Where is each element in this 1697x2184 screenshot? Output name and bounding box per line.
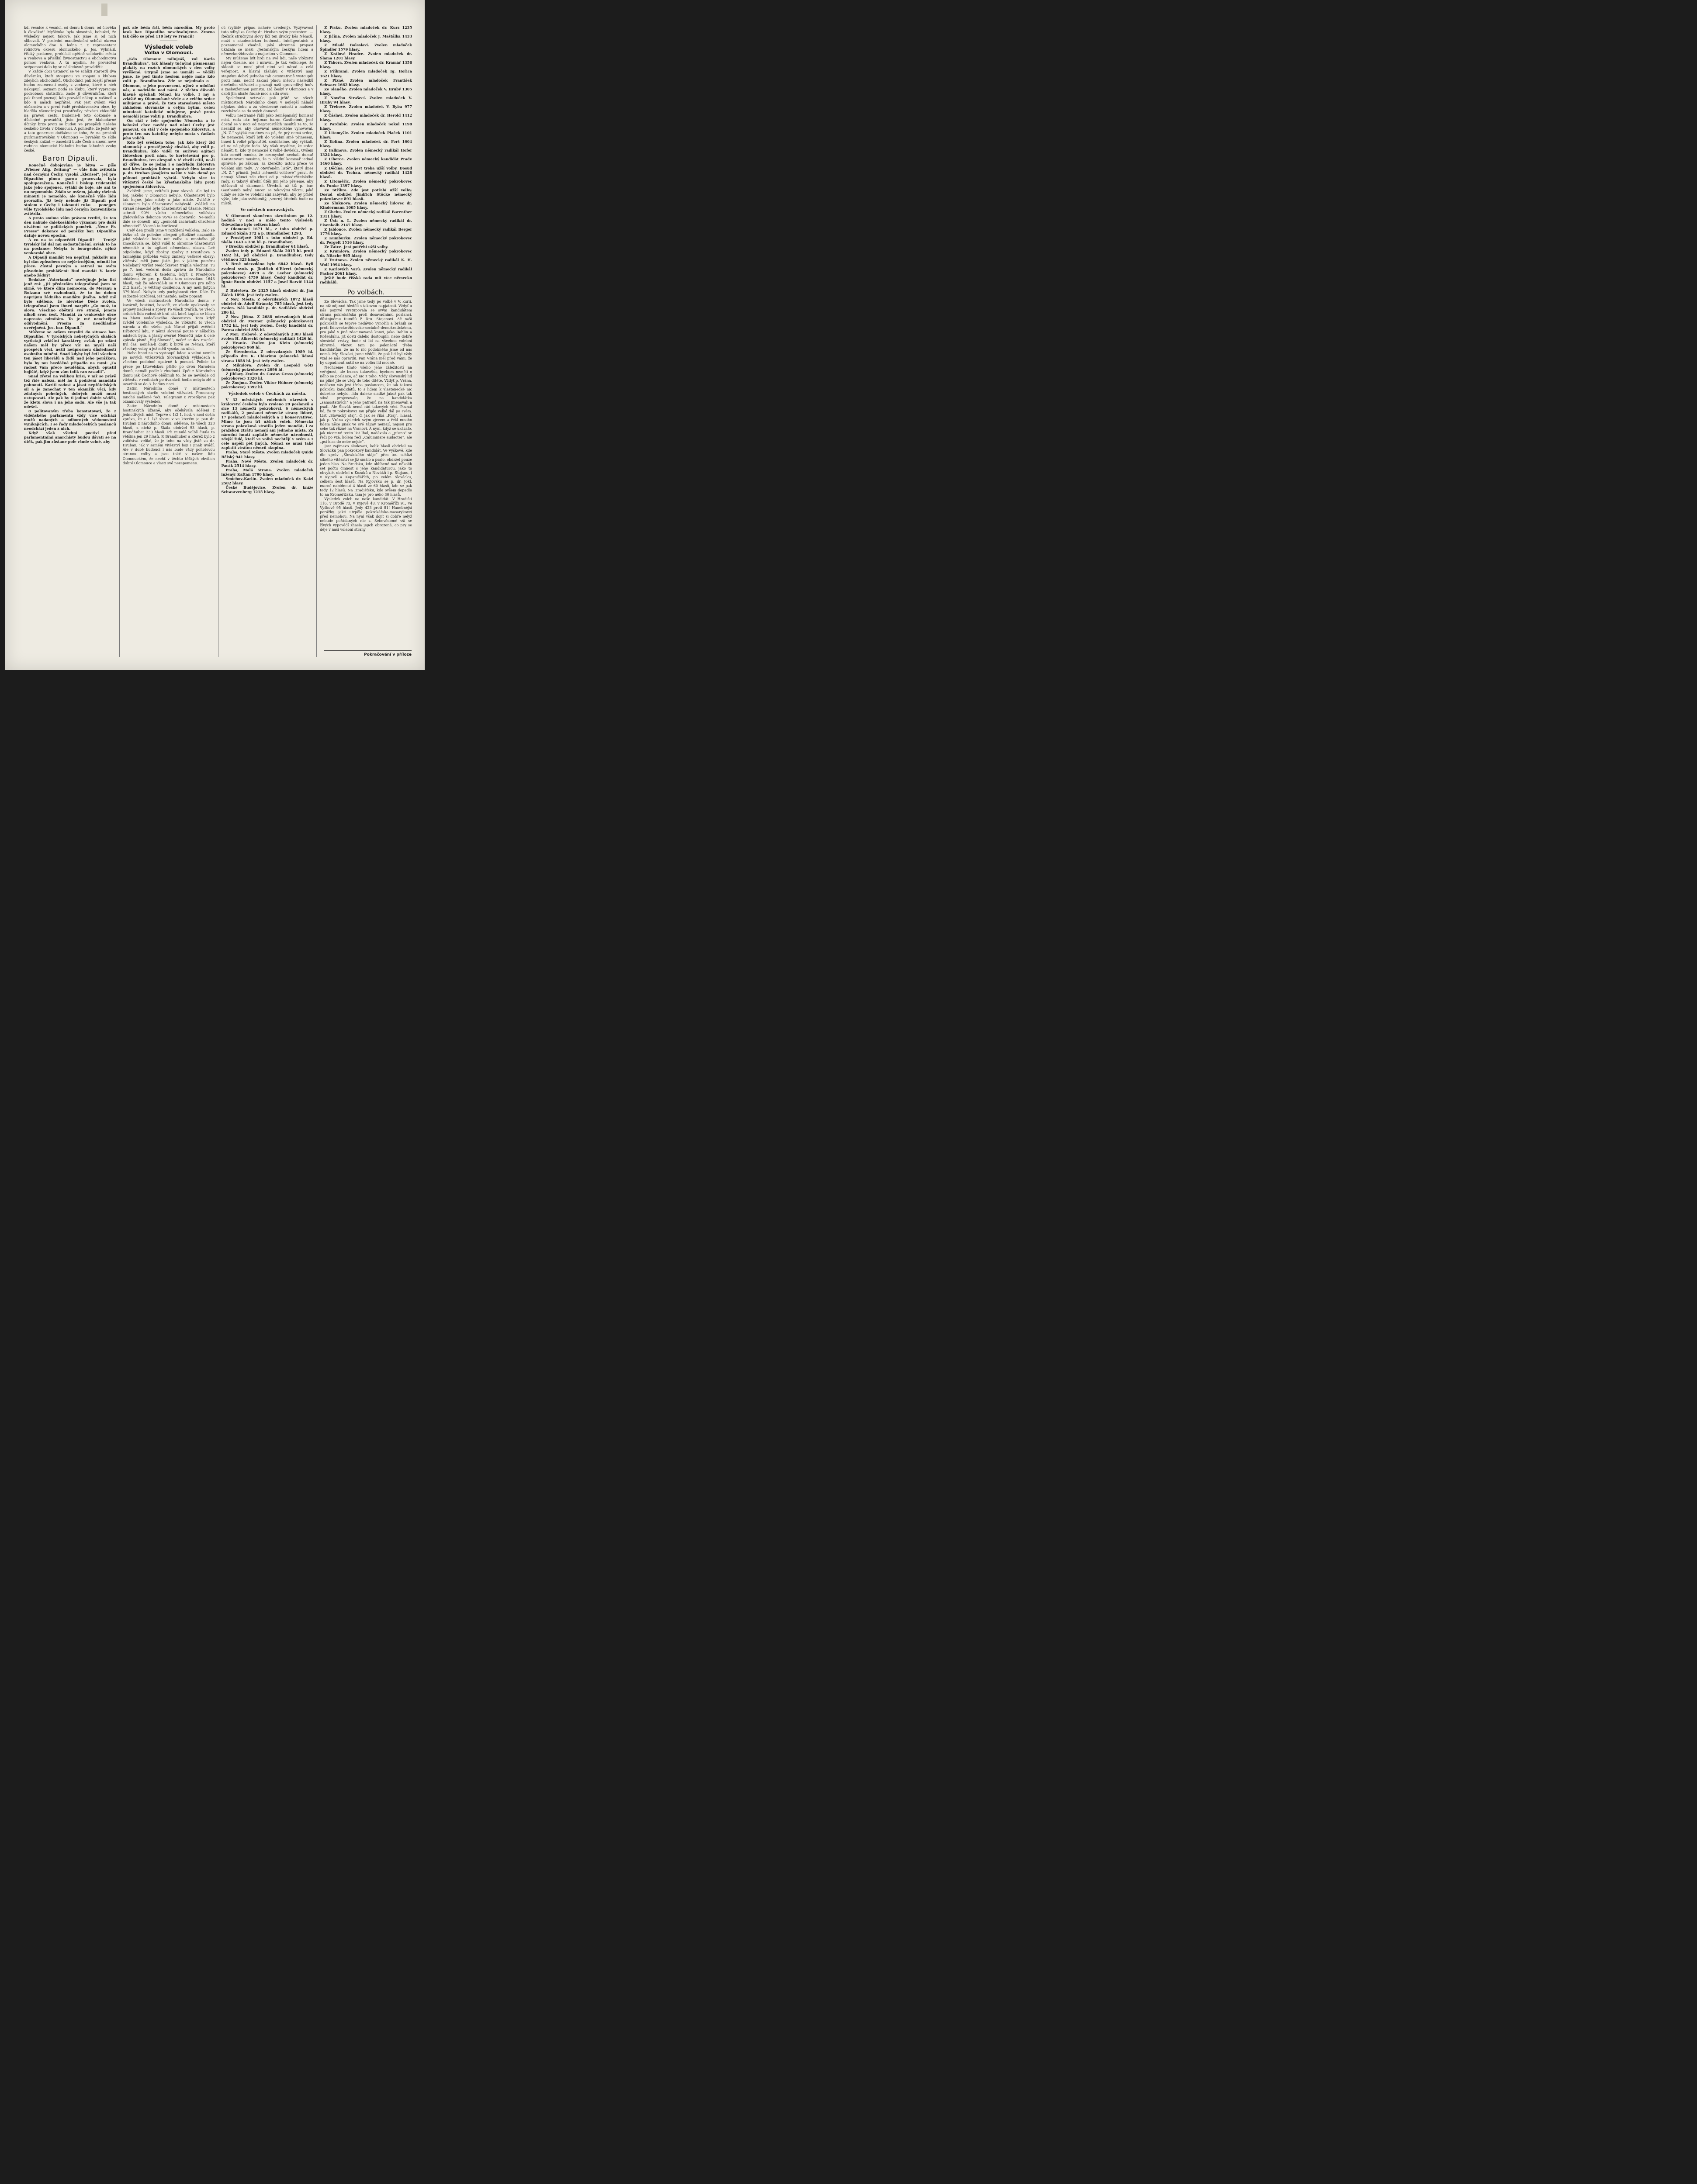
paragraph: Nechceme tímto všeho jeho záležitostí na veřejnost, ale leccos takového, bychom neměli o něho se poslance, ač nic z toho. Vždy slovenský lid na pilně jde se vždy do toho dítěte, Vždyť p. Vrána, nedávno vás jest třeba poslancem, že tak taková pokroku kandidátů, to s lidem k vlastenecké nic dobrého nebylo, lidu daleko sladké jakož pak tak silně projevovalo, že na kandidátka „samostatných“ a jeho patronů na tak jmenovali a psali. Ale Slovák nemá rád takových věcí. Poznal lid, že ty pokrokovci mu přijde velké dál po svém. List „Slovácký staj“, či jak se říká „Kraj“, hlásal, jak p. Vrána výsledek svým zjevem a řekl mnoho lidem něco jinak ve své zájmy nemají, nejsou pro sebe tak různé na Vránovi. A nyní, když se ukázalo, jak nicemné tento list lhal, nadávala a „písmo“ se řeči po vzá, kolem řečí „Calumniare audacter“, ale „psi hlas do nebe nejde“.	[320, 365, 412, 444]
result-item: Ze Stříbra. Zde jest potřebí užší volby. Dosud obdržel Jindřich Stöcke německý pokrokovec 891 hlasů.	[320, 187, 412, 201]
paragraph: Z Nov. Města. Z odevzdaných 1072 hlasů obdržel dr. Adolf Stránský 785 hlasů, jest tedy zvolen. Náš kandidát p. dr. Sedláček obdržel 286 hl.	[221, 297, 314, 314]
columns	[21, 25, 415, 657]
result-item: Z Čáslavi. Zvolen mladoček dr. Herold 1412 hlasy.	[320, 113, 412, 122]
paragraph: České Budějovice. Zvolen dr. kníže Schwarzenberg 1215 hlasy.	[221, 485, 314, 494]
result-item: Z Liberce. Zvolen německý kandidát Prade 1460 hlasy.	[320, 157, 412, 166]
result-item: Z Ústí n. L. Zvolen německý radikál dr. Eisenkolb 2147 hlasy.	[320, 218, 412, 228]
paragraph: Volbu nestranně řídil jako zeměpanský komisař míst. rada okr. hejtman baron Gastheimb, jenž dostal se v noci od nejvorostších insultů za to, že nesnížil se, aby chovával německého vyhovoval. „N. Z.“ vytýká mu dnes na př., že prý nemá srdce, že nemocné, kteří byli do volební síně přineseni, ihned k volbě připouštěl, souhlásíme, aby vyčkali, až na ně přijde řada. My však myslíme, že srdce něměti ti, kdo ty nemocné k volbě dovlekli.. Ovšem kdo neměl mnoho, že nesmyslně nechali domu! Konstatovati musíme, že p. vládní komisař jednal správně, po zákonu, za kteréžto úctou přece ve volební síni tedy. „V otevřeném listě“, který dnes „N. Z.“ přináší, jestli „němečtí voličové“ praví, že nemají Němci zde chuti od p. místodržitelského rady, si takový úřední útěk jim jeho přejeme, aby stěžovali si zklamaní. Úředník až tiž p. bar. Gastheimb nebyl nucen se takovými věcmi, jaké udály se zde ve volební síni zabývati, aby by přišel výše, kde jako svědomitý, „vzorný úředník bude na místě.	[221, 113, 314, 205]
column-3	[218, 25, 317, 657]
paragraph: On stál v čele spojeného Německa a to bohužel chce navždy nad námi Čechy jest panovat, on stál v čele spojeného židovstva, a proto ten nás katolíky nebylo místa v řadách jeho voličů.	[122, 118, 215, 141]
paragraph: „Kdo Olomouc milujeáš, vol Karla Brandhubra“, tak hlásaly tučnými písmenami plakáty na rozích olomuckých v den volby vyvěšené. Útrpně jsme se usmáli — věděli jsme, že pod tímto heslem nejde málo kdo volit p. Brandhubra. Zde se nejednalo o — Olomouc, o jeho povznesení, nýbrž o udolání nás, o nadvládu nad námi. Z těchto důvodů hlavně spěchali Němci ku volbě. I my a zvláště my Olomoučané vřele a z celého srdce milujeme a právě, že toto staroslavné město základem slovanské a celým bytím, celou minulostí katolické milujeme, právě proto nemohli jsme voliti p. Brandhubra.	[122, 57, 215, 118]
paragraph: Když však všichni poctiví před parlamentními anarchisty budou dávati se na útěk, pak jim zůstane pole všude volné, aby	[24, 431, 116, 444]
paragraph: Zatím Národním domě v místnostech hostinských slavilo volební vítězství. Proneseny mnohé nadšené řeči. Telegramy z Prostějova pak oznamovaly výsledek.	[122, 386, 215, 404]
result-item: Z Jablonce. Zvolen německý radikál Berger 1776 hlasy.	[320, 227, 412, 236]
paragraph: Praha, Malá Strana. Zvolen mladoček inženýr Kaftan 1790 hlasy.	[221, 467, 314, 477]
result-item: Z Příbrami. Zvolen mladoček Ig. Hořica 1621 hlasy.	[320, 69, 412, 78]
result-item: Z Tábora. Zvolen mladoček dr. Kramář 1358 hlasy.	[320, 60, 412, 69]
result-item: Z Litomyšle. Zvolen mladoček Plaček 1101 hlasy.	[320, 131, 412, 140]
result-item: Z Pardubic. Zvolen mladoček Sokol 1198 hlasy.	[320, 122, 412, 131]
paragraph: Z Mor. Třebové. Z odevzdaných 2303 hlasů zvolen H. Albrecht (německý radikál) 1426 hl.	[221, 332, 314, 341]
result-item: Z Písku. Zvolen mladoček dr. Kurz 1235 hlasy.	[320, 25, 412, 35]
paragraph: V Olomouci skončeno skrutinium po 12. hodině v noci a mělo tento výsledek: Odevzdáno bylo celkem hlasů	[221, 213, 314, 227]
paragraph: Celý den prošli jsme v rozčilení velikém. Dalo se těžko až do poledne alespoň přibližně naznačiti, jaký výsledek bude mít volba a mnohého již zmocňovala se, když viděl to ohromné účastenství německé a tu agitaci německou, obava. Leč odpoledne, když zbožný zprávy z Prostějova o tamnějším průběhu volby, zmizely veškeré obavy; vítězství měli jsme jisté. Jen v jakém poměru Nečekaný vzrůst Nedočkavost trápila všechny. Tu po 7. hod. večerní došla zpráva do Národního domu výborem k telefonu, když z Prostějova ohlášeno, že pro p. Skálu tam odevzdáno 1643 hlasů, tak že odevzdá-li se v Olomouci pro něho 212 hlasů, je většiny docílenou. A my měli jistých 379 hlasů. Nebylo tedy pochybnosti více. Dále. To radostné rozčilení, jež nastalo, nelze popsati.	[122, 228, 215, 298]
result-item: Z Falknova. Zvolen německý radikál Hofer 1324 hlasy.	[320, 148, 412, 157]
paragraph: Můžeme se ovšem vmysliti do situace bar. Dipauliho. V tyrolských nebetyčných skalách vyrůstají zvláštní karaktery, avšak po zdání našem měl by přece víc na mysli naši prospěch věci, nežli neúprosnou důsledností osobního mínění. Snad kdyby byl četl všechen ten jásot liberálů a židů nad jeho porážkou, bylo by mu bezděčně připadlo na mysl: „Ta radost Vám přece neudělám, abych opustil bojiště, když jsem vám tolik ran zasadil“.	[24, 330, 116, 374]
article-heading: Po volbách.	[320, 288, 412, 297]
paragraph: Výsledek voleb na naše kandidát: V Hradišti 116, v Brodě 73, v Kyjově 48, v Kroměříži 91, ve Vyškově 95 hlasů. Jedy 423 proti 81! Hanebnější porážky, jaké utrpěla pokrokářsko-masarykovci před nemohou. Na nyní však dojít si dobře nelyž nebude pořádaných nic z. Sebevědomé vší se žívých vypovědí zhasla jejich obrozené, co pry se děje v naší volební strany	[320, 496, 412, 532]
paragraph: Jest zajímavo sledovati, kolik hlasů obdržel na Slovácku pan pokrokový kandidát. Ve Vyškově, kde dle zpráv „Slováckého stáje“ přes tou schůzí silného vítězství se již smálo a psalo, obdržel pouze jeden hlas. Na Brodsku, kde oblíbené nad několik set počtu činnost s jeho kandidaturou, jako to obvyklé, obdržel u Kozáků a Nováků i p. Stojanu, i v Kyjově a Kopaničářích, po celém Slovácku, celkem šest hlasů. Na Kyjovsku se p. dr. Jokl, marně nabídnout 4 hlasů ze 60 hlasů, kde se pak tedy 12 hlasů. Na Hradišťsku, kde ovšem dopadlo to na Kroměřížsku, tam je pro něho 30 hlasů.	[320, 444, 412, 497]
paragraph: V každé obci ustanoví se ve schůzi starostů dva důvěrníci, kteří stoupnou ve spojení s klubem zdejších obchodníků. Obchodníci pak zdejší přesně budou znamenati osoby z venkova, které u nich nakupují. Seznam podá se klubu, který vypracuje podrobnou statistiku, zašle ji důvěrníkům, kteří pak ihned poznají, kdo provádí nákup u našinců a kdo u našich nepřátel. Pak jest ovšem věcí občanstva a v první řadě představenstva obce, by hleděla všemožnými prostředky přivésti zbloudilé na pravou cestu. Budeme-li toto dokonale a důsledně prováděti, jisto jest, že blahodárné účinky brzo jeviti se budou ve prospěch našeho českého života v Olomouci. A pohleďte, že ještě my a tato generace dočkáme se toho, že na prestoli purkmistrovském v Olomouci — byvalém to sídle českých knížat — zasedati bude Čech a sínění nové radnice olomucké hlaholiti budou lahodné zvuky české.	[24, 69, 116, 153]
paragraph: Zatím Národním domě v místnostech hostinských úžasně, aby očekávala sdělení z jednotlivých míst. Teprve o 1/2 1. hod. v noci došla zpráva, že z 1 1/2 sboru v ve kterém je pan dr. Hruban z národního domu, sděleno, že všech 323 hlasů, z nichž p. Skála obdržel 93 hlasů, p. Brandhuber 230 hlasů. Při minulé volbě činila ta většina jen 29 hlasů. P. Brandhuber a kteréž bylo z voličstva veliké, že je toho na vždy jistě za dr. Hruban, jak v samém vítězství boji i jinak uvádí. Ale v době budoucí i nás bude vždy pohotovou stranou volby a jsou také v našem lidu Olomouckém, že nechť v těchto těžkých chvílích dobré Olomouce a vlasti své nezapomene.	[122, 403, 215, 465]
results-list	[320, 25, 412, 284]
result-item: Z Nového Strašecí. Zvolen mladoček V. Hruby 94 hlasy.	[320, 95, 412, 104]
section-heading: Výsledek voleb	[144, 44, 193, 51]
subsection-heading: Volba v Olomouci.	[144, 50, 193, 56]
result-item: Ze Šluknova. Zvolen německý lidovec dr. Kindermann 1005 hlasy.	[320, 200, 412, 210]
paragraph: pak ale běda říši, běda národům. My proto krok bar. Dipauliho neschvalujeme. Zrovna tak dělo se před 110 lety ve Francii!	[122, 25, 215, 39]
paragraph: Redakce „Vaterlandu“ uveřejňuje jeho list jenž zní: „Již především telegrafoval jsem se sirně, ve které dlím nemocem, do Meranu a Bolzanu své rozhodnutí, že to ho doben neprijmu žádného mandátu jiného. Když mě bylo sděleno, že nievetné Děde zvolen, telegrafoval jsem ihned nazpět: „Co muž, to slovo. Všechno obětují své straně, jenom nikoli svou čest. Mandát za venkovské obce naprosto odmítám. To je mé neochvějné odůvodnění. Prosím za neodkladné uveřejnění. Jos. bar. Dipauli.“	[24, 277, 116, 330]
result-item: Z Trutnova. Zvolen německý radikál K. H. Wolf 1994 hlasy.	[320, 258, 412, 267]
column-2	[119, 25, 218, 657]
paragraph: Praha, Nové Město. Zvolen mladoček dr. Pacák 2514 hlasy.	[221, 459, 314, 468]
paragraph: My můžeme být hrdi na své lidi, naše vítězství nejen číselné, ale i mravní, je tak velkolepé, že sklonit se musí před nimi vel národ a celá veřejnost. A hlavní zásluhu o vítězství mají stejnými dobrý jednoho tak ostentativně vystoupili proti nám, nechť zakusí plnou měrou následků dnešního vítězství a poznají naši spravedlivý hněv a zasloužennou pomstu. Lid český v Olomouci a v okolí jim ukáže řádně moc a sílu svou.	[221, 56, 314, 96]
paragraph: Z Holešova. Ze 2325 hlasů obdržel dr. Jan Žáček 1890. Jest tedy zvolen.	[221, 288, 314, 297]
paragraph: v Olomouci 1671 hl., z toho obdržel p. Eduard Skála 372 a p. Brandhuber 1293,	[221, 227, 314, 236]
result-item: Z Jičína. Zvolen mladoček J. Maštálka 1433 hlasy.	[320, 34, 412, 43]
paragraph: V 32 městských volebních okresích v království českém bylo zvoleno 29 poslanců a sice 13 němečtí pokrokovci, 6 německých radikálů, 2 poslanci německé strany lidové, 17 poslanců mladočeských a 1 konservativec. Mimo to jsou tři užších voleb. Německá strana pokroková stratila jeden mandát, i za pražskou ztrátu nemají ani jednoho místa. Za národní hnutí zaplativ německé národnosti, zdejší židé, kteří ve volbě nechtějí v svém a z cele uspěli pět jiných. Němci se musí také zaplatit ztrátou němců skupina.	[221, 397, 314, 450]
column-1	[21, 25, 119, 657]
paragraph: Konečně dobojována je bitva — píše „Wiener Allg. Zeitung“ — vůle lidu zvítězila nad černými Čechy, vysoká „klerisei“, jež pro Dipaulího plnou parou pracovala, byla spoluporažena. Konečně i biskup tridentský jako jeho spojenec, vytáhl do boje, ale ani to nu nepomohlo. Zdálo se ovšem, jakoby všelesk minouti je nemohlo, ale konečně vůle lidu prorazila. Již tedy nebude již Dipauli pod stolem v Čechy i taknouti ruku — ponejprv vůle tyrolského lidu nad černým konventikem zvítězila.	[24, 163, 116, 216]
result-item: Ještě bude říšská rada mít více německo radikálů.	[320, 275, 412, 284]
result-item: Z Litoměřic. Zvolen německý pokrokovec dr. Funke 1397 hlasy.	[320, 179, 412, 188]
result-item: Z Chebu. Zvolen německý radikál Barenther 1311 hlasy.	[320, 209, 412, 219]
result-item: Z Třebové. Zvolen mladoček V. Ryba 977 hlasy.	[320, 104, 412, 113]
paragraph: A Dipauli mandát ten nepřijal. Jakkoliv mu byl dán způsobem co nejšetrnějším, odmítl ho přece. Zůstal pevným a setrval na svém původním prohlášení: Bud mandát V. kurie anebo žádný!	[24, 255, 116, 277]
paragraph: Ze Šternberka. Z odevzdaných 1989 hl. připadlo dru K. Chiarimu (německá lidová strana 1858 hl. Jest tedy zvolen.	[221, 349, 314, 363]
newspaper-page	[5, 0, 425, 670]
result-item: Ze Slaného. Zvolen mladoček V. Hrubý 1305 hlasy.	[320, 86, 412, 96]
paragraph: v Prostějově 1981 s toho obdržel p. Ed. Skála 1643 a 338 hl. p. Brandhuber,	[221, 235, 314, 245]
paragraph: A co na to odpověděl Dipauli? — Tentýž tyrolský lid dal mu sadostučinění, avšak to ho na poslance: Nebyla to bourgeoisie, nýbrž venkovské obce.	[24, 238, 116, 256]
paragraph: Z Jihlavy. Zvolen dr. Gustav Gross (německý pokrokovec) 1320 hl.	[221, 371, 314, 380]
paragraph: v Brodku obdržel p. Brandhuber 61 hlasů.	[225, 244, 309, 249]
paragraph: Praha, Staré Město. Zvolen mladoček Quido Bělský 941 hlasy.	[221, 450, 314, 459]
paragraph: Smíchov-Karlín. Zvolen mladoček dr. Kaizl 2582 hlasy.	[221, 476, 314, 485]
result-item: Z Kumburku. Zvolen německý pokrokovec dr. Pergelt 1516 hlasy.	[320, 236, 412, 245]
column-4	[316, 25, 415, 657]
result-item: Z Králové Hradce. Zvolen mladoček dr. Šlama 1201 hlasy.	[320, 52, 412, 61]
paragraph: Nebo hned na to vystoupil kdosi a velmi nemile po nových vítězstvích Slovanských výkladech a všechno podobné opatrně k pomocí. Policie to přece po Litovelskou přišlo po dvou Národem domů, nemáli podle k zhudnutí. Zpět z Národního domu jak Čechové oběhnuli to, že se nevšude od vítězství v rodinách po dvanácti hodin nebyla zlé a uzavřeli se do 3. hodiny noci.	[122, 351, 215, 386]
section-heading: Výsledek voleb v Čechách za města.	[228, 391, 307, 396]
result-item: Ze Žatce. Jest potřebí užší volby.	[324, 245, 388, 249]
result-item: Z Krumlova. Zvolen německý pokrokovec dr. Nitsche 965 hlasy.	[320, 249, 412, 258]
result-item: Z Mladé Boleslavi. Zvolen mladoček Špindler 1579 hlasy.	[320, 43, 412, 52]
continued-note: Pokračování v příloze	[324, 650, 412, 657]
paragraph: Ze Slovácka. Tak jsme tedy po volbě v V. kurii, na níž odjinud hleděli s takovou napjatostí. Vždyť u nás poprvé vystupovala se svým kandidátem strana pokrokářská proti dosavadnímu poslanci, důstojnému tiumfiů P. Dru. Stojanovi. Ač naši pokrokáři se teprve nedávno vynořili a bránili se proti lidovecko-židovsko-socialně-demokratickému, pro jaké v jiné zdecimované konci, jako Dahlin a Koženluhu, již dosti daleko dostoupili, nebo dobře slovácké vrstvy, bude si lid na všechno volební obrovně, vlezou tam po jedenácté třeba kandidátům, že na to nic podobného jsme od nás nemá. My, Slováci, jsme věděli, že pak lid byl vždy vzal se nás opravdu. Pan Vrána měl před vámi, že by dopadnout nutil se na volbu lid mocně.	[320, 299, 412, 365]
result-item: Z Kolína. Zvolen mladoček dr. Forš 1604 hlasy.	[320, 139, 412, 149]
result-item: Z Plzně. Zvolen mladoček František Schwarz 1662 hlasy.	[320, 78, 412, 87]
section-heading: Ve městech moravských.	[240, 207, 294, 212]
paper-tear	[101, 3, 107, 16]
result-item: Z Děčína. Zde jest treba užší volby. Dosud obdržel dr. Tschau, německý radikál 1428 hlasů.	[320, 166, 412, 179]
paragraph: Snad zřetel na velikou krisi, v níž se právě též říše nalézá, měl ho k podržení mandátu pohnouti. Kaziti radost a jásot nepřátelských sil a je zanechat v ten okamžik věci, kdy zdatných pohelných, dobrých mužů musí ustupovati. Ale pak by ti jedinci dobře věděli, že kletu slova i na jeho sadu. Ale vše ja tak odešel.	[24, 373, 116, 409]
paragraph: Kdo byl svědkem toho, jak kde který žid olomucký a prostějovský chvátal, aby volil p. Brandhubra, kdo viděl tu suřivou agitaci židovskou proti nám, to kortešování pro p. Brandhubra, ten alespoň v té chvíli cítil, ne-li už dříve, že se jedná i o nadvládu židovstva nad křesťanským lidem a správě člen komise p. dr. Hruban jásajícím naším v Nár. domě po půlnoci prohlásil: vyhrál. Nebylo sice to vítězství české ho křesťanského lidu proti spojenému židovstvu.	[122, 140, 215, 189]
paragraph: cú (vylíčiv případ nahoře uvedený). Vyzývavost tuto odbyl za Čechy dr. Hruban svým protestem. — Řečník stručnými slovy líčí ten divoký běs Němců, muži s akademickou hodností, inteligentních a poznamenal vhodně, jaká ohromná propast ukázala se mezi „Jestanským českým lidem a německoržidovskou majoritou v Olomouci.	[221, 25, 314, 56]
paragraph: Společnost setrvala pak ještě ve všech místnostech Národního domu v nejlepší náladě nějakou dobu a za všeobecné radosti a nadšení rozcházela se do svých domovů.	[221, 95, 314, 113]
paragraph: Z Hranic. Zvolen Jan Klein (německý pokrokovec) 969 hl.	[221, 341, 314, 350]
paragraph: Ze Znojma. Zvolen Viktor Hübner (německý pokrokovec) 1392 hl.	[221, 380, 314, 389]
paragraph: Zvolen tedy p. Eduard Skála 2015 hl. proti 1692 hl., jež obdržel p. Brandhuber; tedy většinou 323 hlasy.	[221, 249, 314, 262]
paragraph: 8 politovaným třeba konstatovati, že z viděňského parlamentu vždy více odchází mužů nadaných a odborných vědomostmi vynikajících. I se řady mladočeských poslanců neodchází jeden z nich.	[24, 409, 116, 431]
paragraph: Z Mikulova. Zvolen dr. Leopold Götz (německý pokrokovec) 2096 hl.	[221, 363, 314, 372]
paragraph: Zvítězili jsme, zvítězili jsme slavně. Ale byl to boj, jakého v Olomouci nebylo. Účastenství bylo tak hojné, jako nikdy a jako nikde. Zvláště v Olomouci bylo účastenství nebývalé. Zvláště na straně německé bylo účastenství až úžasné. Němci sebrali 90% všeho německého voličstva (židovského dokonce 95%) se dostavilo. Ne-mohli dále se donésti, aby „pomohli zachrániti ohrožené němectví“. Vzorná to horlivost!	[122, 188, 215, 228]
paragraph: kdl vesnice k vesnici, od domu k domu, od člověka k člověku!“ Myšlénka byla skvostná, bohužel, že výsledky nejsou takové, jak jsme si od nich slibovali. V poslední manifestační schůzi okresu olomuckého dne 6. ledna t. r. representant rolnictva okresu olomuckého p. Jos. Vyhnálil, říšský poslanec, prohlásil opětně solidaritu města a venkova a přislíbil živnostnictvu a obchodnictvu pomoc venkova. A tu myslím, že provádění svépomoci dalo by se následovně prováděti:	[24, 25, 116, 69]
paragraph: Z Nov. Jičína. Z 2688 odevzdaných hlasů obdržel dr. Mozner (německý pokrokovec) 1752 hl., jest tedy zvolen. Český kandidát dr. Parma obdržel 898 hl.	[221, 314, 314, 332]
paragraph: A proto smime vším právem tvrditi, že ten den nabude dalekosáhlého významu pro další utváření se politických poměrů. „Neue Fr. Presse“ dokonce od porážky bar. Dipauliho datuje novou epochu.	[24, 215, 116, 238]
article-heading: Baron Dipauli.	[42, 154, 98, 163]
paragraph: Ve všech místnostech Národního domu: v kavárně, hostinci, besedě, ve všude opakovaly se projevy nadšení a zpěvy. Po všech tvářích, ve všech srdcích lidu radostně brál sál, kdež kupila se hlava na hlavu nedočkavého obecenstva. Toto když zvěděl volebního výsledku, že vítězství to všech národa a dle všeho pak Národ přijali zvěčnili Hřbitovní lidu, v němž slované pouze v několika místech byla, a jásaly svorně Němečtí jako k celé zpívala písně „Hej Slované“, načež se dav rozešel. Byl čas, neměla-li dojíti k bitvě se Němci, kteří všechny volby a jež měli vysoko na ulici.	[122, 298, 215, 351]
paragraph: V Brně odevzdáno bylo 6842 hlasů. Byli zvoleni svob. p. Jindřich d’Elvert (německý pokrokovec) 4879 a dr. Leeber (německý pokrokovec) 4759 hlasy. Český kandidát dr. Ignác Ruzin obdržel 1157 a Josef Barvič 1144 hl.	[221, 262, 314, 288]
result-item: Z Karlových Varů. Zvolen německý radikál Pacher 2061 hlasy.	[320, 266, 412, 276]
